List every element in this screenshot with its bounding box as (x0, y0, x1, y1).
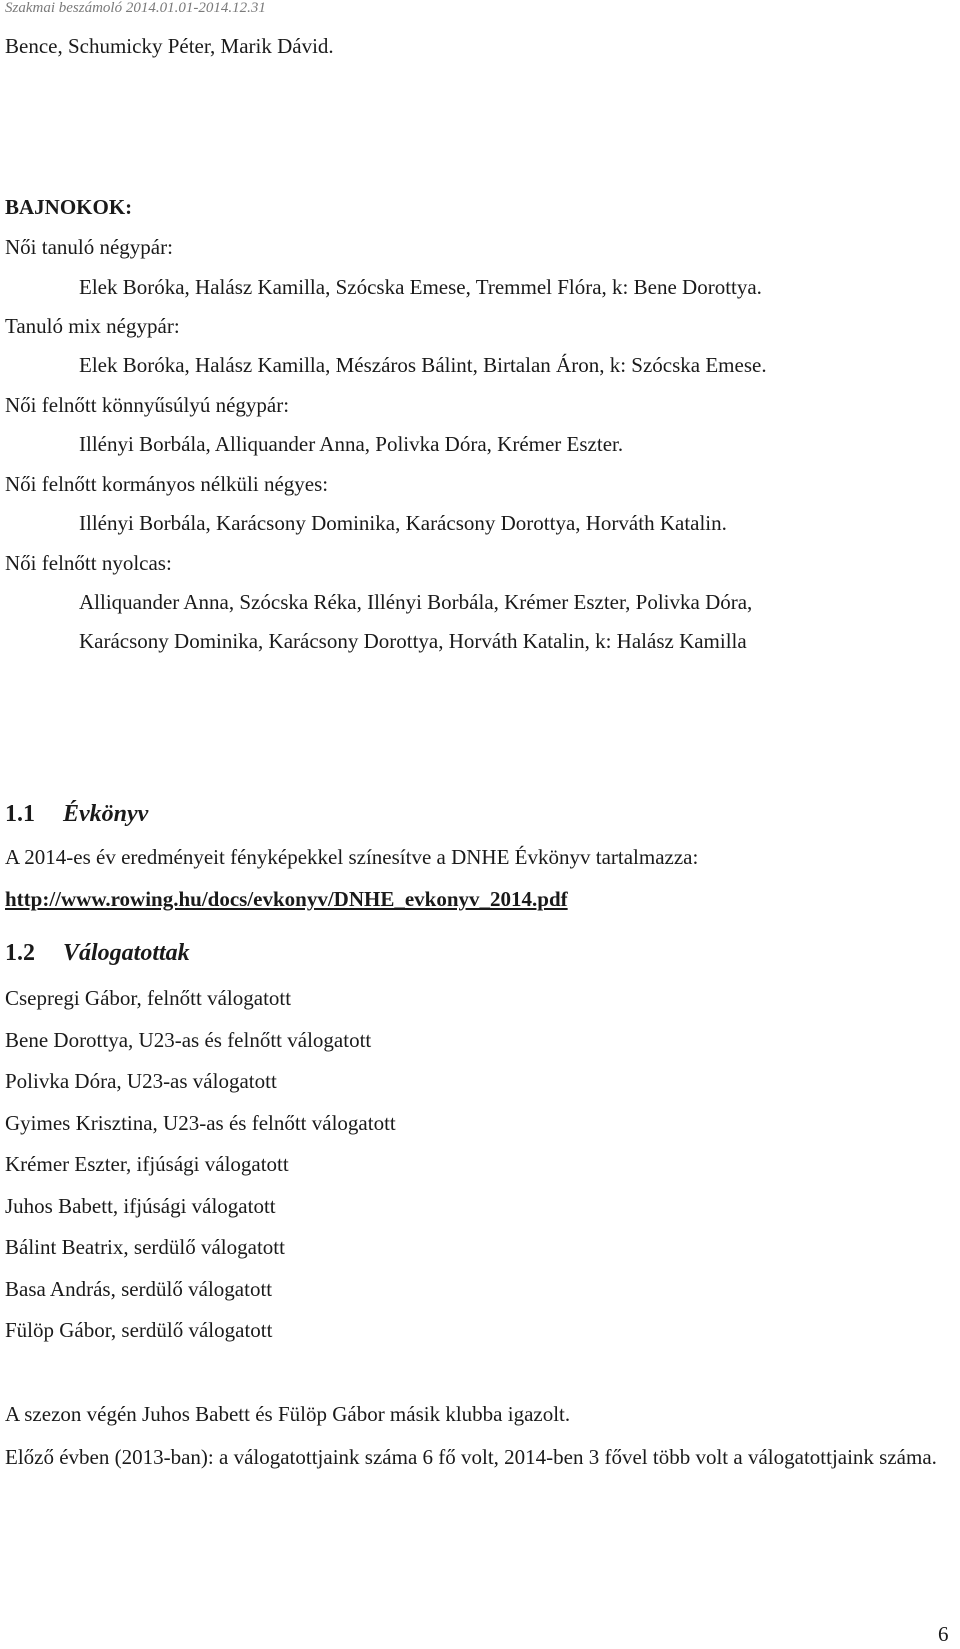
continuation-line: Bence, Schumicky Péter, Marik Dávid. (5, 34, 334, 58)
list-item: Bálint Beatrix, serdülő válogatott (5, 1235, 285, 1259)
section-heading-selected (5, 938, 190, 968)
section-title: Évkönyv (63, 801, 149, 827)
comparison-note: Előző évben (2013-ban): a válogatottjaink száma 6 fő volt, 2014-ben 3 fővel több volt a válogatottjaink száma. (5, 1445, 937, 1469)
list-item: Gyimes Krisztina, U23-as és felnőtt válogatott (5, 1111, 396, 1135)
list-item: Csepregi Gábor, felnőtt válogatott (5, 986, 292, 1010)
yearbook-link[interactable]: http://www.rowing.hu/docs/evkonyv/DNHE_evkonyv_2014.pdf (5, 887, 568, 911)
list-item: Basa András, serdülő válogatott (5, 1277, 273, 1301)
yearbook-text: A 2014-es év eredményeit fényképekkel színesítve a DNHE Évkönyv tartalmazza: (5, 845, 699, 869)
category-title: Női felnőtt könnyűsúlyú négypár: (5, 393, 290, 417)
section-title: Válogatottak (63, 940, 190, 966)
category-title: Női felnőtt nyolcas: (5, 551, 172, 575)
section-heading-yearbook (5, 799, 148, 829)
list-item: Bene Dorottya, U23-as és felnőtt válogatott (5, 1028, 372, 1052)
champions-heading: BAJNOKOK: (5, 195, 133, 219)
section-number: 1.2 (5, 940, 35, 966)
category-members: Illényi Borbála, Alliquander Anna, Polivka Dóra, Krémer Eszter. (79, 432, 624, 456)
category-members: Alliquander Anna, Szócska Réka, Illényi Borbála, Krémer Eszter, Polivka Dóra, (79, 590, 753, 614)
list-item: Fülöp Gábor, serdülő válogatott (5, 1318, 273, 1342)
transfer-note: A szezon végén Juhos Babett és Fülöp Gábor másik klubba igazolt. (5, 1402, 571, 1426)
page-number: 6 (938, 1622, 949, 1646)
category-members: Karácsony Dominika, Karácsony Dorottya, Horváth Katalin, k: Halász Kamilla (79, 629, 747, 653)
category-members: Illényi Borbála, Karácsony Dominika, Karácsony Dorottya, Horváth Katalin. (79, 511, 727, 535)
category-title: Női felnőtt kormányos nélküli négyes: (5, 472, 329, 496)
running-header: Szakmai beszámoló 2014.01.01-2014.12.31 (5, 0, 266, 16)
category-members: Elek Boróka, Halász Kamilla, Mészáros Bálint, Birtalan Áron, k: Szócska Emese. (79, 353, 767, 377)
list-item: Krémer Eszter, ifjúsági válogatott (5, 1152, 289, 1176)
category-title: Tanuló mix négypár: (5, 314, 180, 338)
list-item: Polivka Dóra, U23-as válogatott (5, 1069, 277, 1093)
list-item: Juhos Babett, ifjúsági válogatott (5, 1194, 276, 1218)
section-number: 1.1 (5, 801, 35, 827)
category-title: Női tanuló négypár: (5, 235, 173, 259)
category-members: Elek Boróka, Halász Kamilla, Szócska Emese, Tremmel Flóra, k: Bene Dorottya. (79, 275, 762, 299)
